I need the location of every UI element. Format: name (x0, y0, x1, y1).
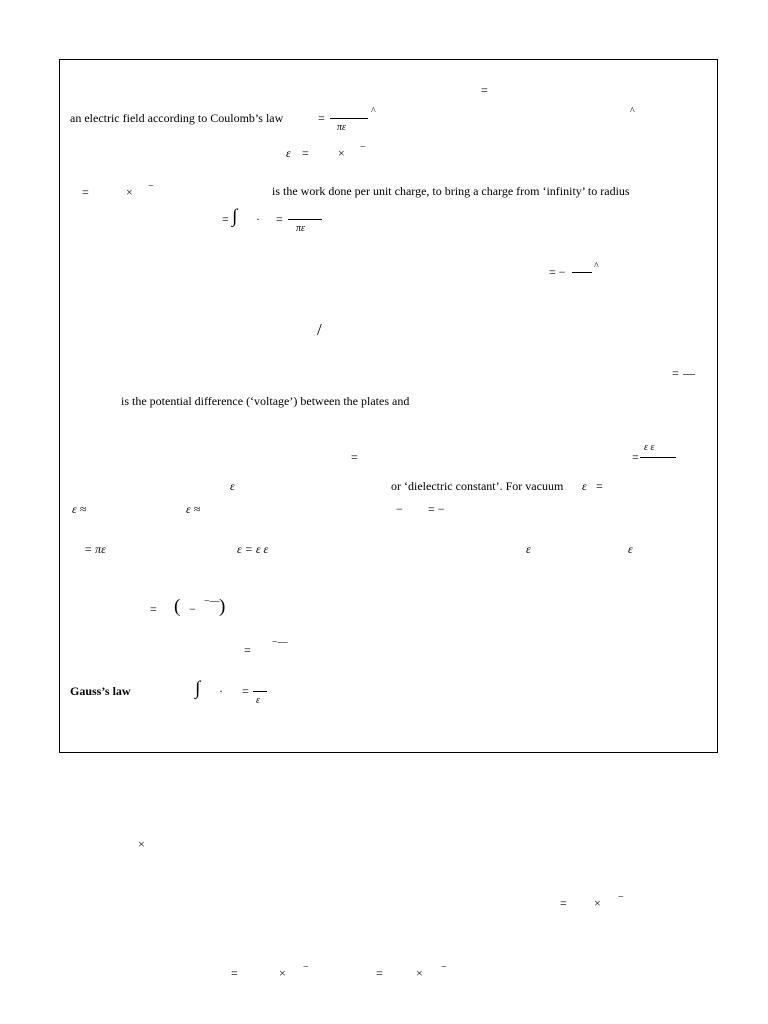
equals-minus: = − (428, 502, 445, 516)
fraction-bar (640, 457, 676, 458)
equals-sign: = (82, 185, 89, 199)
equals-sign: = (481, 83, 488, 97)
fraction-bar (253, 691, 267, 692)
equals-sign: = (632, 450, 639, 464)
exponent-minus: − (441, 962, 447, 973)
times-sign: × (126, 185, 133, 199)
times-sign: × (594, 896, 601, 910)
right-paren: ) (219, 596, 226, 617)
permittivity-expression: = πε (84, 542, 106, 556)
equals-sign: = (150, 602, 157, 616)
coulomb-law-text: an electric field according to Coulomb’s law (70, 111, 284, 125)
fraction-bar (330, 118, 368, 119)
exponent-minus: − (148, 181, 154, 192)
integral-sign: ∫ (232, 206, 238, 227)
exponent-fraction: −— (204, 596, 220, 607)
fraction-bar (572, 272, 592, 273)
slash-symbol: / (317, 320, 322, 339)
equals-sign: = (302, 146, 309, 160)
equals-sign: = (276, 212, 283, 226)
approx-epsilon: ε ≈ (186, 502, 201, 516)
equals-sign: = (351, 450, 358, 464)
potential-definition-text: is the work done per unit charge, to bring a charge from ‘infinity’ to radius (272, 184, 630, 198)
unit-vector-hat: ^ (371, 106, 376, 117)
approx-epsilon: ε ≈ (72, 502, 87, 516)
fraction-dash: — (683, 366, 695, 380)
fraction-numerator: ε ε (644, 442, 655, 453)
times-sign: × (279, 966, 286, 980)
equals-sign: = (231, 966, 238, 980)
minus-sign: − (189, 602, 196, 616)
epsilon-symbol: ε (286, 146, 291, 160)
unit-vector-hat: ^ (630, 106, 635, 117)
fraction-denominator: πε (296, 223, 305, 234)
exponent-fraction: −— (272, 637, 288, 648)
equals-minus: = − (549, 265, 566, 279)
equals-sign: = (672, 366, 679, 380)
exponent-minus: − (360, 142, 366, 153)
epsilon-symbol: ε (628, 542, 633, 556)
equals-sign: = (560, 896, 567, 910)
fraction-bar (288, 219, 322, 220)
fraction-denominator: πε (337, 122, 346, 133)
voltage-text: is the potential difference (‘voltage’) between the plates and (121, 394, 410, 408)
epsilon-symbol: ε (230, 479, 235, 493)
gauss-law-label: Gauss’s law (70, 684, 131, 698)
minus-sign: − (396, 502, 403, 516)
equals-sign: = (244, 643, 251, 657)
equals-sign: = (222, 212, 229, 226)
left-paren: ( (174, 596, 181, 617)
permittivity-relation: ε = ε ε (237, 542, 269, 556)
dielectric-text: or ‘dielectric constant’. For vacuum (391, 479, 564, 493)
epsilon-symbol: ε (526, 542, 531, 556)
equals-sign: = (242, 684, 249, 698)
fraction-denominator: ε (256, 695, 260, 706)
times-sign: × (338, 146, 345, 160)
exponent-minus: − (303, 962, 309, 973)
formula-box (59, 59, 718, 753)
times-sign: × (416, 966, 423, 980)
equals-sign: = (318, 111, 325, 125)
exponent-minus: − (618, 892, 624, 903)
dot-product: · (256, 212, 260, 226)
unit-vector-hat: ^ (594, 261, 599, 272)
equals-sign: = (596, 479, 603, 493)
times-sign: × (138, 837, 145, 851)
equals-sign: = (376, 966, 383, 980)
dot-product: · (219, 684, 223, 698)
epsilon-symbol: ε (582, 479, 587, 493)
integral-sign: ∫ (195, 678, 201, 699)
